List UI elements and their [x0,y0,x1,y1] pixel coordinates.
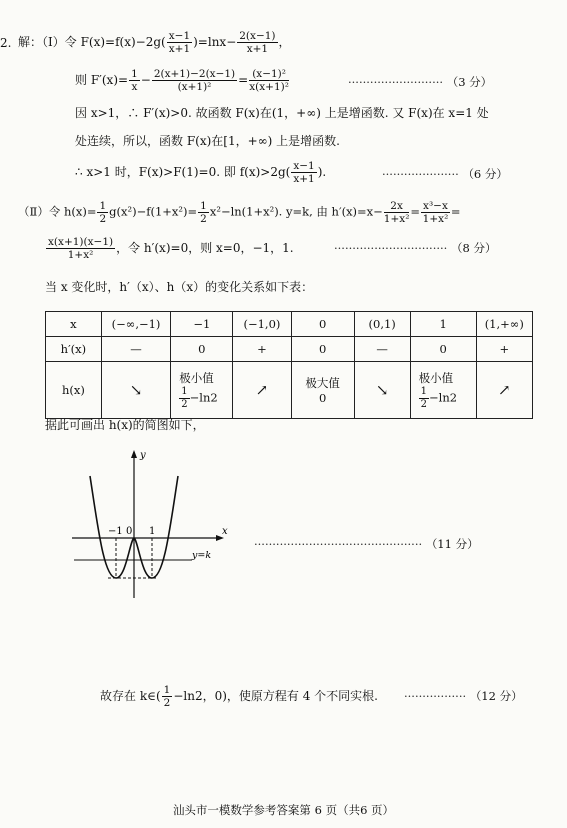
part1-line2: 则 F′(x)= $\frac{1}{x}$ − $\frac{2(x+1)-2(x-1)}{\text{(x+1)²}}$ = $\frac{\text{(x−1)²}}{\text{x(x+1)²}}$ [75,68,289,93]
graph-intro: 据此可画出 h(x)的简图如下， [45,418,205,432]
line-label: y=k [192,550,212,561]
tick-label-1: 1 [149,526,156,537]
part1-line5: ∴ x>1 时，F(x)>F(1)=0. 即 f(x)>2g( $\frac{x-1}{x+1}$ ). [75,160,327,185]
problem-number: 2. [0,36,12,50]
table-cell: 1 [410,312,476,337]
table-cell: 0 [410,337,476,362]
table-cell: h(x) [46,362,102,419]
leader-dots: ····················· [382,167,459,181]
table-row [46,362,533,419]
score-6: ····················· （6 分） [382,167,508,181]
table-cell [101,362,170,419]
table-cell: — [354,337,410,362]
leader-dots: ·············································· [254,537,423,551]
arrow-up-icon: ↗ [255,381,269,399]
fraction: $\frac{2(x+1)-2(x-1)}{\text{(x+1)²}}$ [153,68,236,93]
table-cell: + [233,337,291,362]
fraction: $\frac{\text{(x−1)²}}{\text{x(x+1)²}}$ [249,68,289,93]
part1-line1-text: F(x)=f(x)−2g( [80,35,166,49]
fraction: $\frac{x-1}{x+1}$ [168,30,191,55]
fraction: $\frac{1}{2}$ [99,200,107,225]
fraction: $\frac{x-1}{x+1}$ [293,160,315,185]
fraction: $\frac{2(x-1)}{x+1}$ [239,30,276,55]
leader-dots: ················· [404,689,467,703]
table-row [46,337,533,362]
max-value: 0 [318,391,327,405]
min-label: 极小值 [418,370,454,385]
part1-line3: 因 x>1，∴ F′(x)>0. 故函数 F(x)在(1，+∞) 上是增函数. 又 F(x)在 x=1 处 [75,106,489,120]
table-cell: 0 [171,337,233,362]
max-label: 极大值 [305,376,340,390]
score-12: ················· （12 分） [404,689,523,703]
table-cell: (−1,0) [233,312,291,337]
score-3: ·························· （3 分） [348,75,493,89]
table-cell: h′(x) [46,337,102,362]
page-footer: 汕头市一模数学参考答案第 6 页（共6 页） [172,803,395,817]
min-label: 极小值 [179,370,214,385]
function-sketch [64,448,234,608]
table-cell [233,362,291,419]
fraction: $\frac{\text{x³−x}}{\text{1+x²}}$ [422,200,449,225]
leader-dots: ·························· [348,75,444,89]
table-row [46,312,533,337]
table-cell: 0 [291,312,354,337]
table-cell [354,362,410,419]
table-cell: x [46,312,102,337]
x-axis-label: x [222,526,228,537]
table-cell: — [101,337,170,362]
arrow-up-icon: ↗ [497,381,511,399]
fraction: $\frac{1}{2}$ [163,684,171,709]
score-8: ······························· （8 分） [334,241,497,255]
fraction: $\frac{1}{2}$ [200,200,207,225]
y-axis-label: y [140,450,146,461]
part1-label: 解：（Ⅰ）令 [18,35,77,49]
part1-line4: 处连续，所以，函数 F(x)在[1，+∞) 上是增函数. [75,134,340,148]
leader-dots: ······························· [334,241,448,255]
fraction: $\frac{2x}{\text{1+x²}}$ [383,200,410,225]
table-cell: (−∞,−1) [101,312,170,337]
table-cell [410,362,476,419]
tick-label-neg1: −1 [108,526,123,537]
fraction: $\frac{1}{x}$ [131,68,138,93]
part2-line2: $\frac{x(x+1)(x-1)}{\text{1+x²}}$ ，令 h′(x)=0，则 x=0，−1，1. [48,236,294,261]
variation-table [45,311,533,419]
table-cell: 0 [291,337,354,362]
y-axis-arrow [131,450,137,458]
table-cell: + [476,337,532,362]
conclusion: 故存在 k∈( $\frac{1}{2}$ −ln2，0)，使原方程有 4 个不同实根. [100,684,378,709]
score-11: ·············································· （11 分） [254,537,479,551]
table-cell: (1,+∞) [476,312,532,337]
table-cell [476,362,532,419]
table-cell: −1 [171,312,233,337]
min-value: $\frac{1}{2}$ −ln2 [420,385,458,410]
arrow-down-icon: ↘ [375,381,389,399]
min-value: $\frac{1}{2}$ −ln2 [181,385,218,410]
table-intro: 当 x 变化时，h′（x）、h（x）的变化关系如下表： [45,280,314,294]
table-cell [291,362,354,419]
tick-label-0: 0 [126,526,133,537]
part1-line1: 解：（Ⅰ）令 F(x)=f(x)−2g( $\frac{x-1}{x+1}$ )=lnx− $\frac{2(x-1)}{x+1}$ ， [18,30,291,55]
table-cell: (0,1) [354,312,410,337]
fraction: $\frac{x(x+1)(x-1)}{\text{1+x²}}$ [48,236,114,261]
arrow-down-icon: ↘ [129,381,143,399]
part2-line1: （Ⅱ）令 h(x)= $\frac{1}{2}$ g(x²)−f(1+x²)= $\frac{1}{2}$ x²−ln(1+x²). y=k, 由 h′(x)=x− $\frac{2x}{\text{1+x²}}$ = $\frac{\text{x³−x}}{\text{1+x²}}$ = [18,200,461,225]
table-cell [171,362,233,419]
